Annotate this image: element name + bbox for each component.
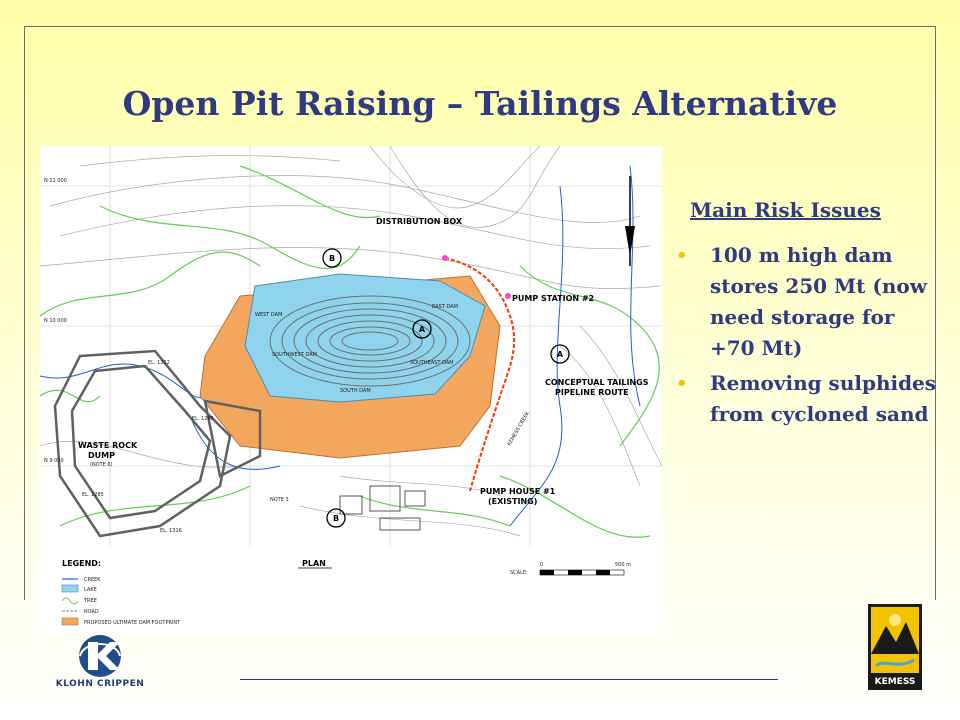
label-pump-station: PUMP STATION #2 [512, 294, 595, 303]
legend-lake: LAKE [84, 587, 97, 593]
pump-station-marker [505, 293, 511, 299]
footer-divider [240, 679, 778, 680]
label-waste-rock: WASTE ROCK [78, 441, 138, 450]
risk-heading: Main Risk Issues [690, 198, 881, 222]
legend-title: LEGEND: [62, 559, 102, 568]
kemess-wordmark: KEMESS [874, 677, 916, 687]
label-kemess-creek: KEMESS CREEK [506, 410, 531, 447]
section-b-top: B [328, 254, 336, 263]
label-scale-zero: 0 [540, 562, 544, 568]
label-el-1285b: EL. 1285 [82, 492, 104, 498]
tailings-plan-map [40, 146, 662, 632]
label-east-dam: EAST DAM [432, 304, 458, 310]
klohn-crippen-wordmark: KLOHN CRIPPEN [55, 679, 145, 689]
label-conceptual-tailings: CONCEPTUAL TAILINGS [545, 378, 649, 387]
risk-item [676, 368, 938, 430]
label-south-dam: SOUTH DAM [340, 388, 371, 394]
label-pipeline-route: PIPELINE ROUTE [555, 388, 629, 397]
bullet-icon: • [676, 373, 688, 394]
risk-text: Removing sulphides from cycloned sand [710, 371, 937, 426]
label-west-dam: WEST DAM [255, 312, 283, 318]
label-el-1312: EL. 1312 [148, 360, 170, 366]
label-el-1316: EL. 1316 [160, 528, 182, 534]
bullet-icon: • [676, 245, 688, 266]
label-n9000: N 9 000 [44, 458, 64, 464]
risk-item [676, 240, 938, 364]
section-a-right: A [556, 350, 564, 359]
label-el-1285a: EL. 1285 [192, 416, 214, 422]
section-b-bottom: B [332, 514, 340, 523]
label-n10000: N 10 000 [44, 318, 67, 324]
label-dump: DUMP [88, 451, 115, 460]
risk-list [676, 240, 938, 434]
label-pump-house-existing: (EXISTING) [488, 497, 538, 506]
label-n11000: N 11 000 [44, 178, 67, 184]
legend-creek: CREEK [84, 577, 101, 583]
label-scale: SCALE: [510, 570, 528, 576]
distribution-point-marker [442, 255, 448, 261]
slide-title: Open Pit Raising – Tailings Alternative [122, 84, 838, 123]
label-pump-house: PUMP HOUSE #1 [480, 487, 556, 496]
section-a-left: A [418, 325, 426, 334]
legend-dam-footprint: PROPOSED ULTIMATE DAM FOOTPRINT [84, 620, 181, 626]
label-plan: PLAN [302, 559, 326, 568]
risk-text: 100 m high dam stores 250 Mt (now need storage for +70 Mt) [710, 243, 927, 360]
legend-tree: TREE [84, 598, 97, 604]
label-note3: NOTE 3 [270, 497, 289, 503]
label-scale-end: 500 m [615, 562, 632, 568]
label-southeast-dam: SOUTHEAST DAM [410, 360, 454, 366]
legend-road: ROAD [84, 609, 99, 615]
label-southwest-dam: SOUTHWEST DAM [272, 352, 317, 358]
label-distribution-box: DISTRIBUTION BOX [376, 217, 463, 226]
label-waste-rock-note: (NOTE 6) [90, 462, 113, 468]
